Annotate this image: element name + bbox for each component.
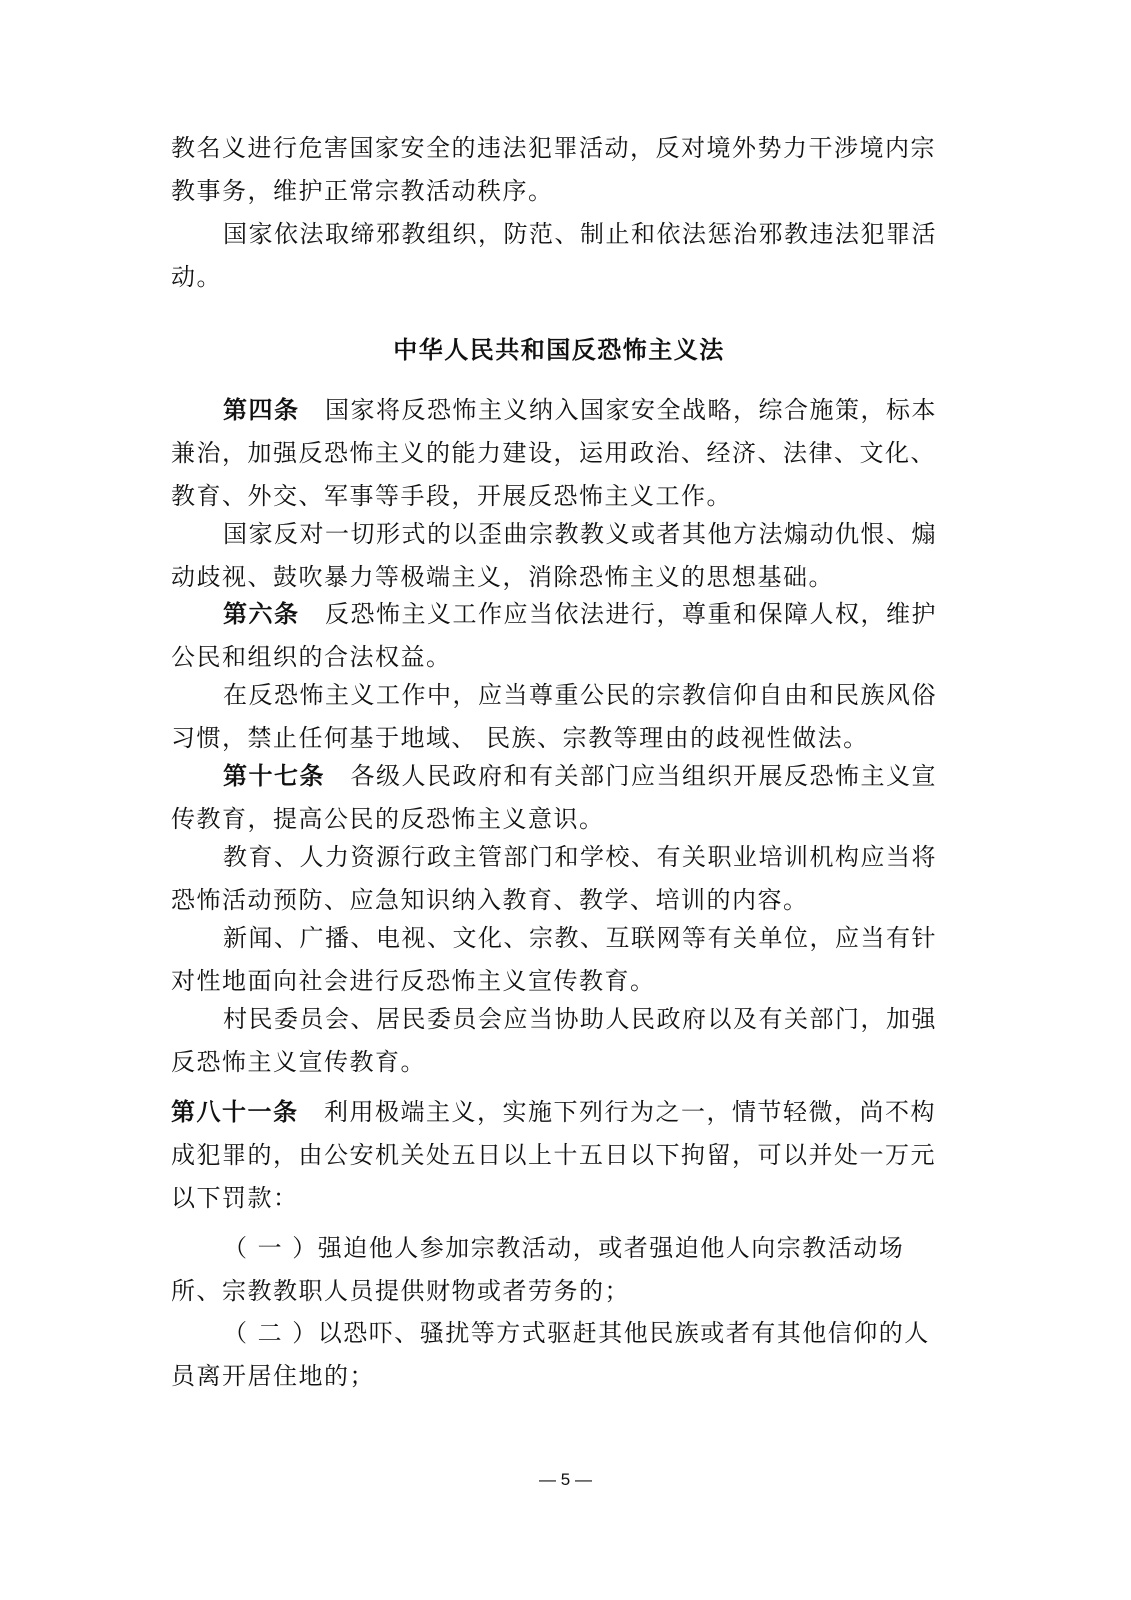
paragraph-2	[171, 213, 947, 299]
paragraph-text: 反恐怖主义工作应当依法进行，尊重和保障人权，维护公民和组织的合法权益。	[171, 600, 937, 671]
paragraph-text: 村民委员会、居民委员会应当协助人民政府以及有关部门，加强反恐怖主义宣传教育。	[171, 1005, 937, 1076]
paragraph-6	[171, 674, 947, 760]
paragraph-text: 国家反对一切形式的以歪曲宗教教义或者其他方法煽动仇恨、煽动歧视、鼓吹暴力等极端主义，消除恐怖主义的思想基础。	[171, 520, 937, 591]
article-label: 第十七条	[223, 762, 325, 790]
paragraph-text: 国家将反恐怖主义纳入国家安全战略，综合施策，标本兼治，加强反恐怖主义的能力建设，运用政治、经济、法律、文化、教育、外交、军事等手段，开展反恐怖主义工作。	[171, 396, 937, 510]
article-spacer	[300, 396, 326, 424]
paragraph-text: 在反恐怖主义工作中，应当尊重公民的宗教信仰自由和民族风俗习惯，禁止任何基于地域、 民族、宗教等理由的歧视性做法。	[171, 681, 937, 752]
paragraph-text: 利用极端主义，实施下列行为之一，情节轻微，尚不构成犯罪的，由公安机关处五日以上十五日以下拘留，可以并处一万元以下罚款：	[171, 1098, 936, 1212]
article-spacer	[325, 762, 351, 790]
paragraph-4	[171, 513, 947, 599]
paragraph-8	[171, 836, 947, 922]
list-item-2	[171, 1312, 947, 1398]
list-item-1	[171, 1227, 947, 1313]
section-heading: 中华人民共和国反恐怖主义法	[393, 336, 725, 364]
paragraph-text: 教名义进行危害国家安全的违法犯罪活动，反对境外势力干涉境内宗教事务，维护正常宗教活动秩序。	[171, 134, 936, 205]
paragraph-text: 新闻、广播、电视、文化、宗教、互联网等有关单位，应当有针对性地面向社会进行反恐怖主义宣传教育。	[171, 924, 937, 995]
paragraph-text: 教育、人力资源行政主管部门和学校、有关职业培训机构应当将恐怖活动预防、应急知识纳入教育、教学、培训的内容。	[171, 843, 937, 914]
paragraph-text: 国家依法取缔邪教组织，防范、制止和依法惩治邪教违法犯罪活动。	[171, 220, 937, 291]
article-spacer	[300, 600, 326, 628]
article-6-paragraph	[171, 593, 947, 679]
paragraph-1	[171, 127, 947, 213]
paragraph-10	[171, 998, 947, 1084]
article-label: 第四条	[223, 396, 300, 424]
paragraph-text: （ 二 ）以恐吓、骚扰等方式驱赶其他民族或者有其他信仰的人员离开居住地的；	[171, 1319, 930, 1390]
paragraph-text: 各级人民政府和有关部门应当组织开展反恐怖主义宣传教育，提高公民的反恐怖主义意识。	[171, 762, 937, 833]
article-17-paragraph	[171, 755, 947, 841]
paragraph-9	[171, 917, 947, 1003]
article-label: 第六条	[223, 600, 300, 628]
article-label: 第八十一条	[171, 1098, 299, 1126]
article-81-paragraph	[171, 1091, 947, 1220]
page-number: — 5 —	[539, 1470, 592, 1489]
paragraph-text: （ 一 ）强迫他人参加宗教活动，或者强迫他人向宗教活动场所、宗教教职人员提供财物或者劳务的；	[171, 1234, 905, 1305]
article-4-paragraph	[171, 389, 947, 518]
article-spacer	[299, 1098, 325, 1126]
